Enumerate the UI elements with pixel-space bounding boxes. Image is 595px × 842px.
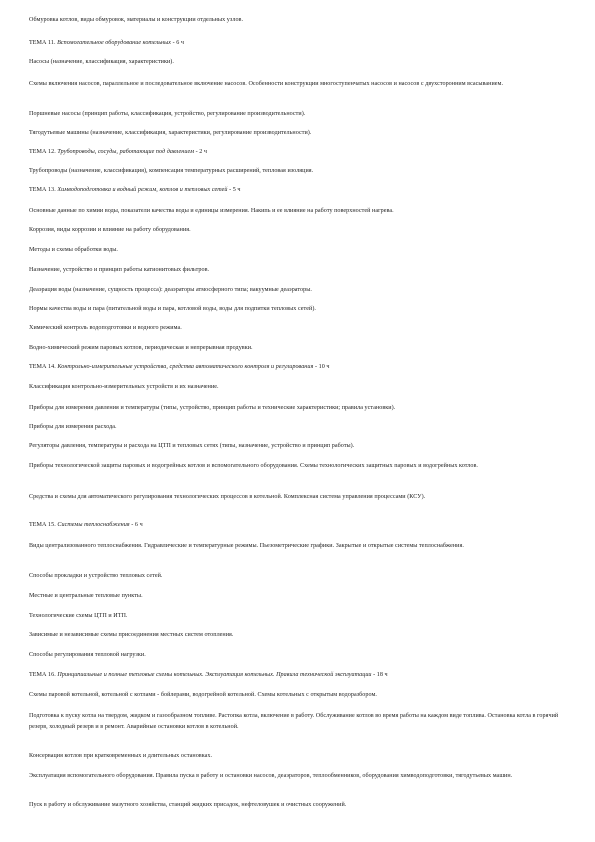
paragraph: Назначение, устройство и принцип работы катионитовых фильтров. (29, 267, 210, 273)
section-hours: - 18 ч (371, 672, 388, 678)
section-heading (29, 520, 569, 531)
paragraph: Консервация котлов при кратковременных и длительных остановках. (29, 753, 213, 759)
section-number: ТЕМА 14. (29, 364, 58, 370)
paragraph: Схемы включения насосов, параллельное и последовательное включение насосов. Особенности конструкции многоступенчатых насосов и насосов с двухсторонним всасыванием. (29, 81, 504, 87)
paragraph: Коррозия, виды коррозии и влияние на работу оборудования. (29, 227, 191, 233)
paragraph: Приборы для измерения расхода. (29, 424, 117, 430)
paragraph: Схемы паровой котельной, котельной с котлами - бойлерами, водогрейной котельной. Схемы котельных с открытым водоразбором. (29, 692, 377, 698)
paragraph: Средства и схемы для автоматического регулирования технологических процессов в котельной. Комплексная система управления процессами (КСУ). (29, 494, 426, 500)
paragraph: Тягодутьевые машины (назначение, классификация, характеристики, регулирование производительности). (29, 130, 312, 136)
paragraph: Химический контроль водоподготовки и водного режима. (29, 325, 182, 331)
paragraph: Способы прокладки и устройство тепловых сетей. (29, 573, 163, 579)
paragraph: Местные и центральные тепловые пункты. (29, 593, 143, 599)
section-heading (29, 38, 569, 49)
section-title: Трубопроводы, сосуды, работающие под давлением (57, 149, 195, 155)
section-title: Химводоподготовка и водный режим, котлов и тепловых сетей (57, 187, 228, 193)
paragraph: Приборы технологической защиты паровых и водогрейных котлов и вспомогательного оборудования. Схемы технологических защитных паровых и водогрейных котлов. (29, 463, 478, 469)
paragraph: Пуск в работу и обслуживание мазутного хозяйства, станций жидких присадок, нефтеловушек и очистных сооружений. (29, 802, 347, 808)
section-hours: - 2 ч (194, 149, 208, 155)
paragraph: Зависимые и независимые схемы присоединения местных систем отопления. (29, 632, 234, 638)
paragraph: Поршневые насосы (принцип работы, классификация, устройство, регулирование производительности). (29, 111, 306, 117)
section-heading (29, 670, 569, 681)
paragraph: Водно-химический режим паровых котлов, периодическая и непрерывная продувки. (29, 345, 253, 351)
section-title: Принципиальные и полные тепловые схемы котельных. Эксплуатация котельных. Правила технической эксплуатации (57, 672, 372, 678)
section-title: Вспомогательное оборудование котельных (57, 40, 172, 46)
paragraph: Нормы качества воды и пара (питательной воды и пара, котловой воды, воды для подпитки тепловых сетей). (29, 306, 316, 312)
paragraph: Трубопроводы (назначение, классификация), компенсация температурных расширений, тепловая изоляция. (29, 168, 314, 174)
paragraph: Технологические схемы ЦТП и ИТП. (29, 613, 128, 619)
section-heading (29, 362, 569, 373)
section-heading (29, 185, 569, 196)
paragraph: Классификация контрольно-измерительных устройств и их назначение. (29, 384, 219, 390)
paragraph: Насосы (назначение, классификация, характеристики). (29, 59, 174, 65)
paragraph: Методы и схемы обработки воды. (29, 247, 118, 253)
section-number: ТЕМА 15. (29, 522, 58, 528)
paragraph: Способы регулирования тепловой нагрузки. (29, 652, 146, 658)
paragraph: Деаэрация воды (назначение, сущность процесса): деаэраторы атмосферного типа; вакуумные деаэраторы. (29, 287, 312, 293)
paragraph: Регуляторы давления, температуры и расхода на ЦТП и тепловых сетях (типы, назначение, устройство и принцип работы). (29, 443, 355, 449)
paragraph: Приборы для измерения давления и температуры (типы, устройство, принцип работы и технические характеристики; правила установки). (29, 405, 396, 411)
section-number: ТЕМА 16. (29, 672, 58, 678)
section-hours: - 6 ч (171, 40, 185, 46)
paragraph: Обмуровка котлов, виды обмуровок, материалы и конструкции отдельных узлов. (29, 17, 244, 23)
section-title: Системы теплоснабжения (57, 522, 130, 528)
section-number: ТЕМА 12. (29, 149, 58, 155)
paragraph: Подготовка к пуску котла на твердом, жидком и газообразном топливе. Растопка котла, включение в работу. Обслуживание котлов во время работы на каждом виде топлива. Остановка котла в горячий резерв, холодный резерв и в ремонт. Аварийные остановки котлов в котельной. (29, 713, 559, 730)
section-heading (29, 147, 569, 158)
section-hours: - 6 ч (129, 522, 143, 528)
section-hours: - 5 ч (227, 187, 241, 193)
paragraph: Основные данные по химии воды, показатели качества воды и единицы измерения. Накипь и ее влияние на работу поверхностей нагрева. (29, 208, 394, 214)
paragraph: Виды централизованного теплоснабжения. Гидравлические и температурные режимы. Пьезометрические графики. Закрытые и открытые системы теплоснабжения. (29, 543, 464, 549)
section-number: ТЕМА 13. (29, 187, 58, 193)
section-hours: - 10 ч (313, 364, 330, 370)
paragraph: Эксплуатация вспомогательного оборудования. Правила пуска в работу и остановки насосов, деаэраторов, теплообменников, оборудования химводоподготовки, тягодутьевых машин. (29, 773, 513, 779)
section-title: Контрольно-измерительные устройства, средства автоматического контроля и регулирования (57, 364, 314, 370)
section-number: ТЕМА 11. (29, 40, 58, 46)
